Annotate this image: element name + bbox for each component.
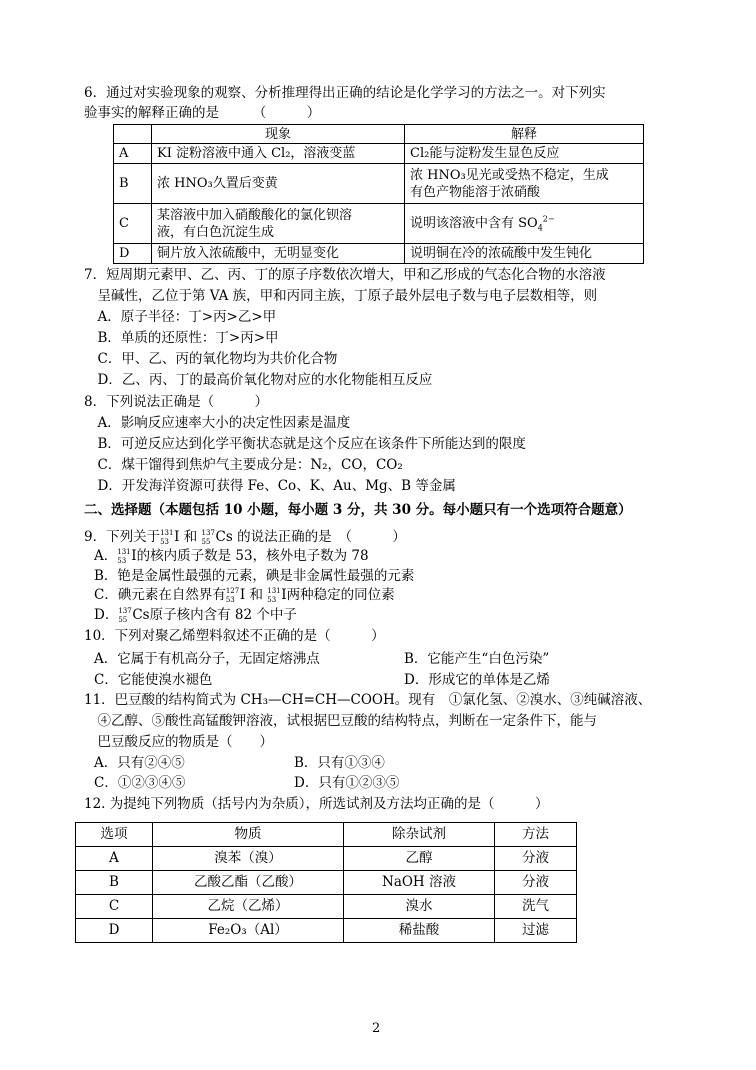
q9-stem-text: 和 xyxy=(183,529,198,545)
q12-header-option: 选项 xyxy=(76,823,153,847)
q6-row-explanation: 说明铜在冷的浓硫酸中发生钝化 xyxy=(405,244,644,264)
iodine-atomic-number: 53 xyxy=(160,537,170,546)
q12-cell-substance: 乙酸乙酯（乙酸） xyxy=(153,871,344,895)
iodine-mass-number: 131 xyxy=(160,528,174,537)
q7-stem-line2: 呈碱性，乙位于第 VA 族，甲和丙同主族，丁原子最外层电子数与电子层数相等，则 xyxy=(84,288,598,304)
q7-option-d: D．乙、丙、丁的最高价氧化物对应的水化物能相互反应 xyxy=(84,372,433,388)
q6-row-explanation-text: 说明该溶液中含有 SO xyxy=(410,216,538,231)
q12-stem: 12. 为提纯下列物质（括号内为杂质），所选试剂及方法均正确的是（ ） xyxy=(84,796,549,812)
q7-option-c: C．甲、乙、丙的氧化物均为共价化合物 xyxy=(84,351,338,367)
cesium-atomic-number: 55 xyxy=(118,615,128,624)
q12-cell-method: 分液 xyxy=(495,871,577,895)
option-text: 和 xyxy=(249,587,263,603)
option-letter: A． xyxy=(94,548,118,564)
iodine-symbol: I xyxy=(239,587,246,603)
q8-option-a: A．影响反应速率大小的决定性因素是温度 xyxy=(84,415,351,431)
q8-option-b: B．可逆反应达到化学平衡状态就是这个反应在该条件下所能达到的限度 xyxy=(84,436,526,452)
q6-row-c xyxy=(114,204,644,244)
q6-row-explanation xyxy=(405,204,644,244)
q10-option-a: A．它属于有机高分子，无固定熔沸点 xyxy=(94,651,320,667)
table-row xyxy=(76,895,577,919)
q12-cell-option: D xyxy=(76,919,153,943)
q9-stem-text: 9．下列关于 xyxy=(84,529,161,545)
q9-option-d xyxy=(94,606,297,624)
iodine-symbol: I xyxy=(131,548,137,564)
q6-row-phenomenon: 浓 HNO₃久置后变黄 xyxy=(152,164,405,204)
cesium-symbol: Cs xyxy=(132,607,150,623)
iodine-symbol: I xyxy=(174,529,180,545)
q12-cell-method: 分液 xyxy=(495,847,577,871)
q11-option-b: B．只有①③④ xyxy=(294,755,385,771)
cesium-nuclide xyxy=(201,528,216,546)
iodine-127-nuclide xyxy=(225,586,240,604)
option-text: 的核内质子数是 53，核外电子数为 78 xyxy=(136,548,369,564)
q6-header-explanation: 解释 xyxy=(405,125,644,144)
q6-row-d xyxy=(114,244,644,264)
q12-cell-option: C xyxy=(76,895,153,919)
q9-stem xyxy=(84,528,406,546)
sulfate-subscript: 4 xyxy=(537,223,543,233)
table-row xyxy=(76,847,577,871)
q6-row-option: C xyxy=(114,204,152,244)
q10-stem: 10．下列对聚乙烯塑料叙述不正确的是（ ） xyxy=(84,628,385,644)
q6-header-blank xyxy=(114,125,152,144)
q11-option-d: D．只有①②③⑤ xyxy=(294,775,400,791)
q8-option-d: D．开发海洋资源可获得 Fe、Co、K、Au、Mg、B 等金属 xyxy=(84,478,456,494)
q10-option-b: B．它能产生“白色污染” xyxy=(404,651,550,667)
q12-cell-substance: 乙烷（乙烯） xyxy=(153,895,344,919)
iodine-atomic-number: 53 xyxy=(117,556,127,565)
option-text: 原子核内含有 82 个中子 xyxy=(149,607,297,623)
table-row xyxy=(76,919,577,943)
q12-table xyxy=(75,822,577,943)
q12-cell-reagent: NaOH 溶液 xyxy=(344,871,495,895)
q12-cell-reagent: 稀盐酸 xyxy=(344,919,495,943)
iodine-nuclide xyxy=(117,547,131,565)
q9-option-b: B．铯是金属性最强的元素，碘是非金属性最强的元素 xyxy=(94,568,415,584)
option-text: 两种稳定的同位素 xyxy=(286,587,395,603)
iodine-atomic-number: 53 xyxy=(225,595,235,604)
q12-cell-reagent: 乙醇 xyxy=(344,847,495,871)
iodine-mass-number: 131 xyxy=(267,586,281,595)
q7-option-b: B．单质的还原性：丁>丙>甲 xyxy=(84,330,279,346)
q6-row-option: D xyxy=(114,244,152,264)
section-heading: 二、选择题（本题包括 10 小题，每小题 3 分，共 30 分。每小题只有一个选项符合题意） xyxy=(84,502,632,518)
q6-stem-line1: 6．通过对实验现象的观察、分析推理得出正确的结论是化学学习的方法之一。对下列实 xyxy=(84,85,606,101)
q12-cell-method: 洗气 xyxy=(495,895,577,919)
q12-cell-reagent: 溴水 xyxy=(344,895,495,919)
q6-row-explanation-line: 有色产物能溶于浓硝酸 xyxy=(410,184,541,200)
q8-stem: 8．下列说法正确是（ ） xyxy=(84,394,269,410)
q6-row-option: B xyxy=(114,164,152,204)
q12-cell-option: A xyxy=(76,847,153,871)
q6-row-phenomenon-line: 某溶液中加入硝酸酸化的氯化钡溶 xyxy=(157,207,353,223)
q12-cell-method: 过滤 xyxy=(495,919,577,943)
table-row xyxy=(76,871,577,895)
cesium-nuclide xyxy=(118,606,132,624)
q12-cell-substance: 溴苯（溴） xyxy=(153,847,344,871)
iodine-mass-number: 131 xyxy=(117,547,131,556)
cesium-atomic-number: 55 xyxy=(201,537,211,546)
iodine-131-nuclide xyxy=(267,586,281,604)
q12-header-substance: 物质 xyxy=(153,823,344,847)
page-number: 2 xyxy=(372,1021,381,1036)
option-text: C．碘元素在自然界有 xyxy=(94,587,226,603)
q11-stem-line3: 巴豆酸反应的物质是（ ） xyxy=(84,734,273,750)
q10-option-d: D．形成它的单体是乙烯 xyxy=(404,672,550,688)
q9-option-c xyxy=(94,586,395,604)
iodine-nuclide xyxy=(160,528,174,546)
q8-option-c: C．煤干馏得到焦炉气主要成分是：N₂，CO，CO₂ xyxy=(84,457,403,473)
q6-row-explanation: Cl₂能与淀粉发生显色反应 xyxy=(405,144,644,164)
q6-table xyxy=(113,124,644,264)
q6-row-phenomenon: 铜片放入浓硫酸中，无明显变化 xyxy=(152,244,405,264)
q11-option-a: A．只有②④⑤ xyxy=(94,755,185,771)
cesium-symbol: Cs xyxy=(215,529,233,545)
q9-stem-text: 的说法正确的是 （ ） xyxy=(237,529,406,545)
q6-header-phenomenon: 现象 xyxy=(152,125,405,144)
q6-row-b xyxy=(114,164,644,204)
iodine-mass-number: 127 xyxy=(225,586,240,595)
cesium-mass-number: 137 xyxy=(201,528,215,537)
q7-stem-line1: 7．短周期元素甲、乙、丙、丁的原子序数依次增大，甲和乙形成的气态化合物的水溶液 xyxy=(84,267,606,283)
q11-stem-line1: 11．巴豆酸的结构简式为 CH₃—CH=CH—COOH。现有 ①氯化氢、②溴水、③纯碱溶液、 xyxy=(84,692,652,708)
q12-header-method: 方法 xyxy=(495,823,577,847)
iodine-atomic-number: 53 xyxy=(267,595,277,604)
q9-option-a xyxy=(94,547,369,565)
q11-option-c: C．①②③④⑤ xyxy=(94,775,186,791)
iodine-symbol: I xyxy=(281,587,287,603)
q12-header-row xyxy=(76,823,577,847)
q7-option-a: A．原子半径：丁>丙>乙>甲 xyxy=(84,309,277,325)
option-letter: D． xyxy=(94,607,119,623)
q6-row-explanation-line: 浓 HNO₃见光或受热不稳定，生成 xyxy=(410,167,609,183)
sulfate-charge: 2− xyxy=(542,214,555,224)
q6-stem-line2: 验事实的解释正确的是 （ ） xyxy=(84,105,321,121)
q6-row-phenomenon-line: 液，有白色沉淀生成 xyxy=(157,224,275,240)
q12-header-reagent: 除杂试剂 xyxy=(344,823,495,847)
q6-row-phenomenon: KI 淀粉溶液中通入 Cl₂，溶液变蓝 xyxy=(152,144,405,164)
cesium-mass-number: 137 xyxy=(118,606,132,615)
q6-row-explanation xyxy=(405,164,644,204)
q6-row-option: A xyxy=(114,144,152,164)
q6-row-phenomenon xyxy=(152,204,405,244)
q10-option-c: C．它能使溴水褪色 xyxy=(94,672,213,688)
q12-cell-option: B xyxy=(76,871,153,895)
q6-row-a xyxy=(114,144,644,164)
q12-cell-substance: Fe₂O₃（Al） xyxy=(153,919,344,943)
q11-stem-line2: ④乙醇、⑤酸性高锰酸钾溶液，试根据巴豆酸的结构特点，判断在一定条件下，能与 xyxy=(84,713,597,729)
